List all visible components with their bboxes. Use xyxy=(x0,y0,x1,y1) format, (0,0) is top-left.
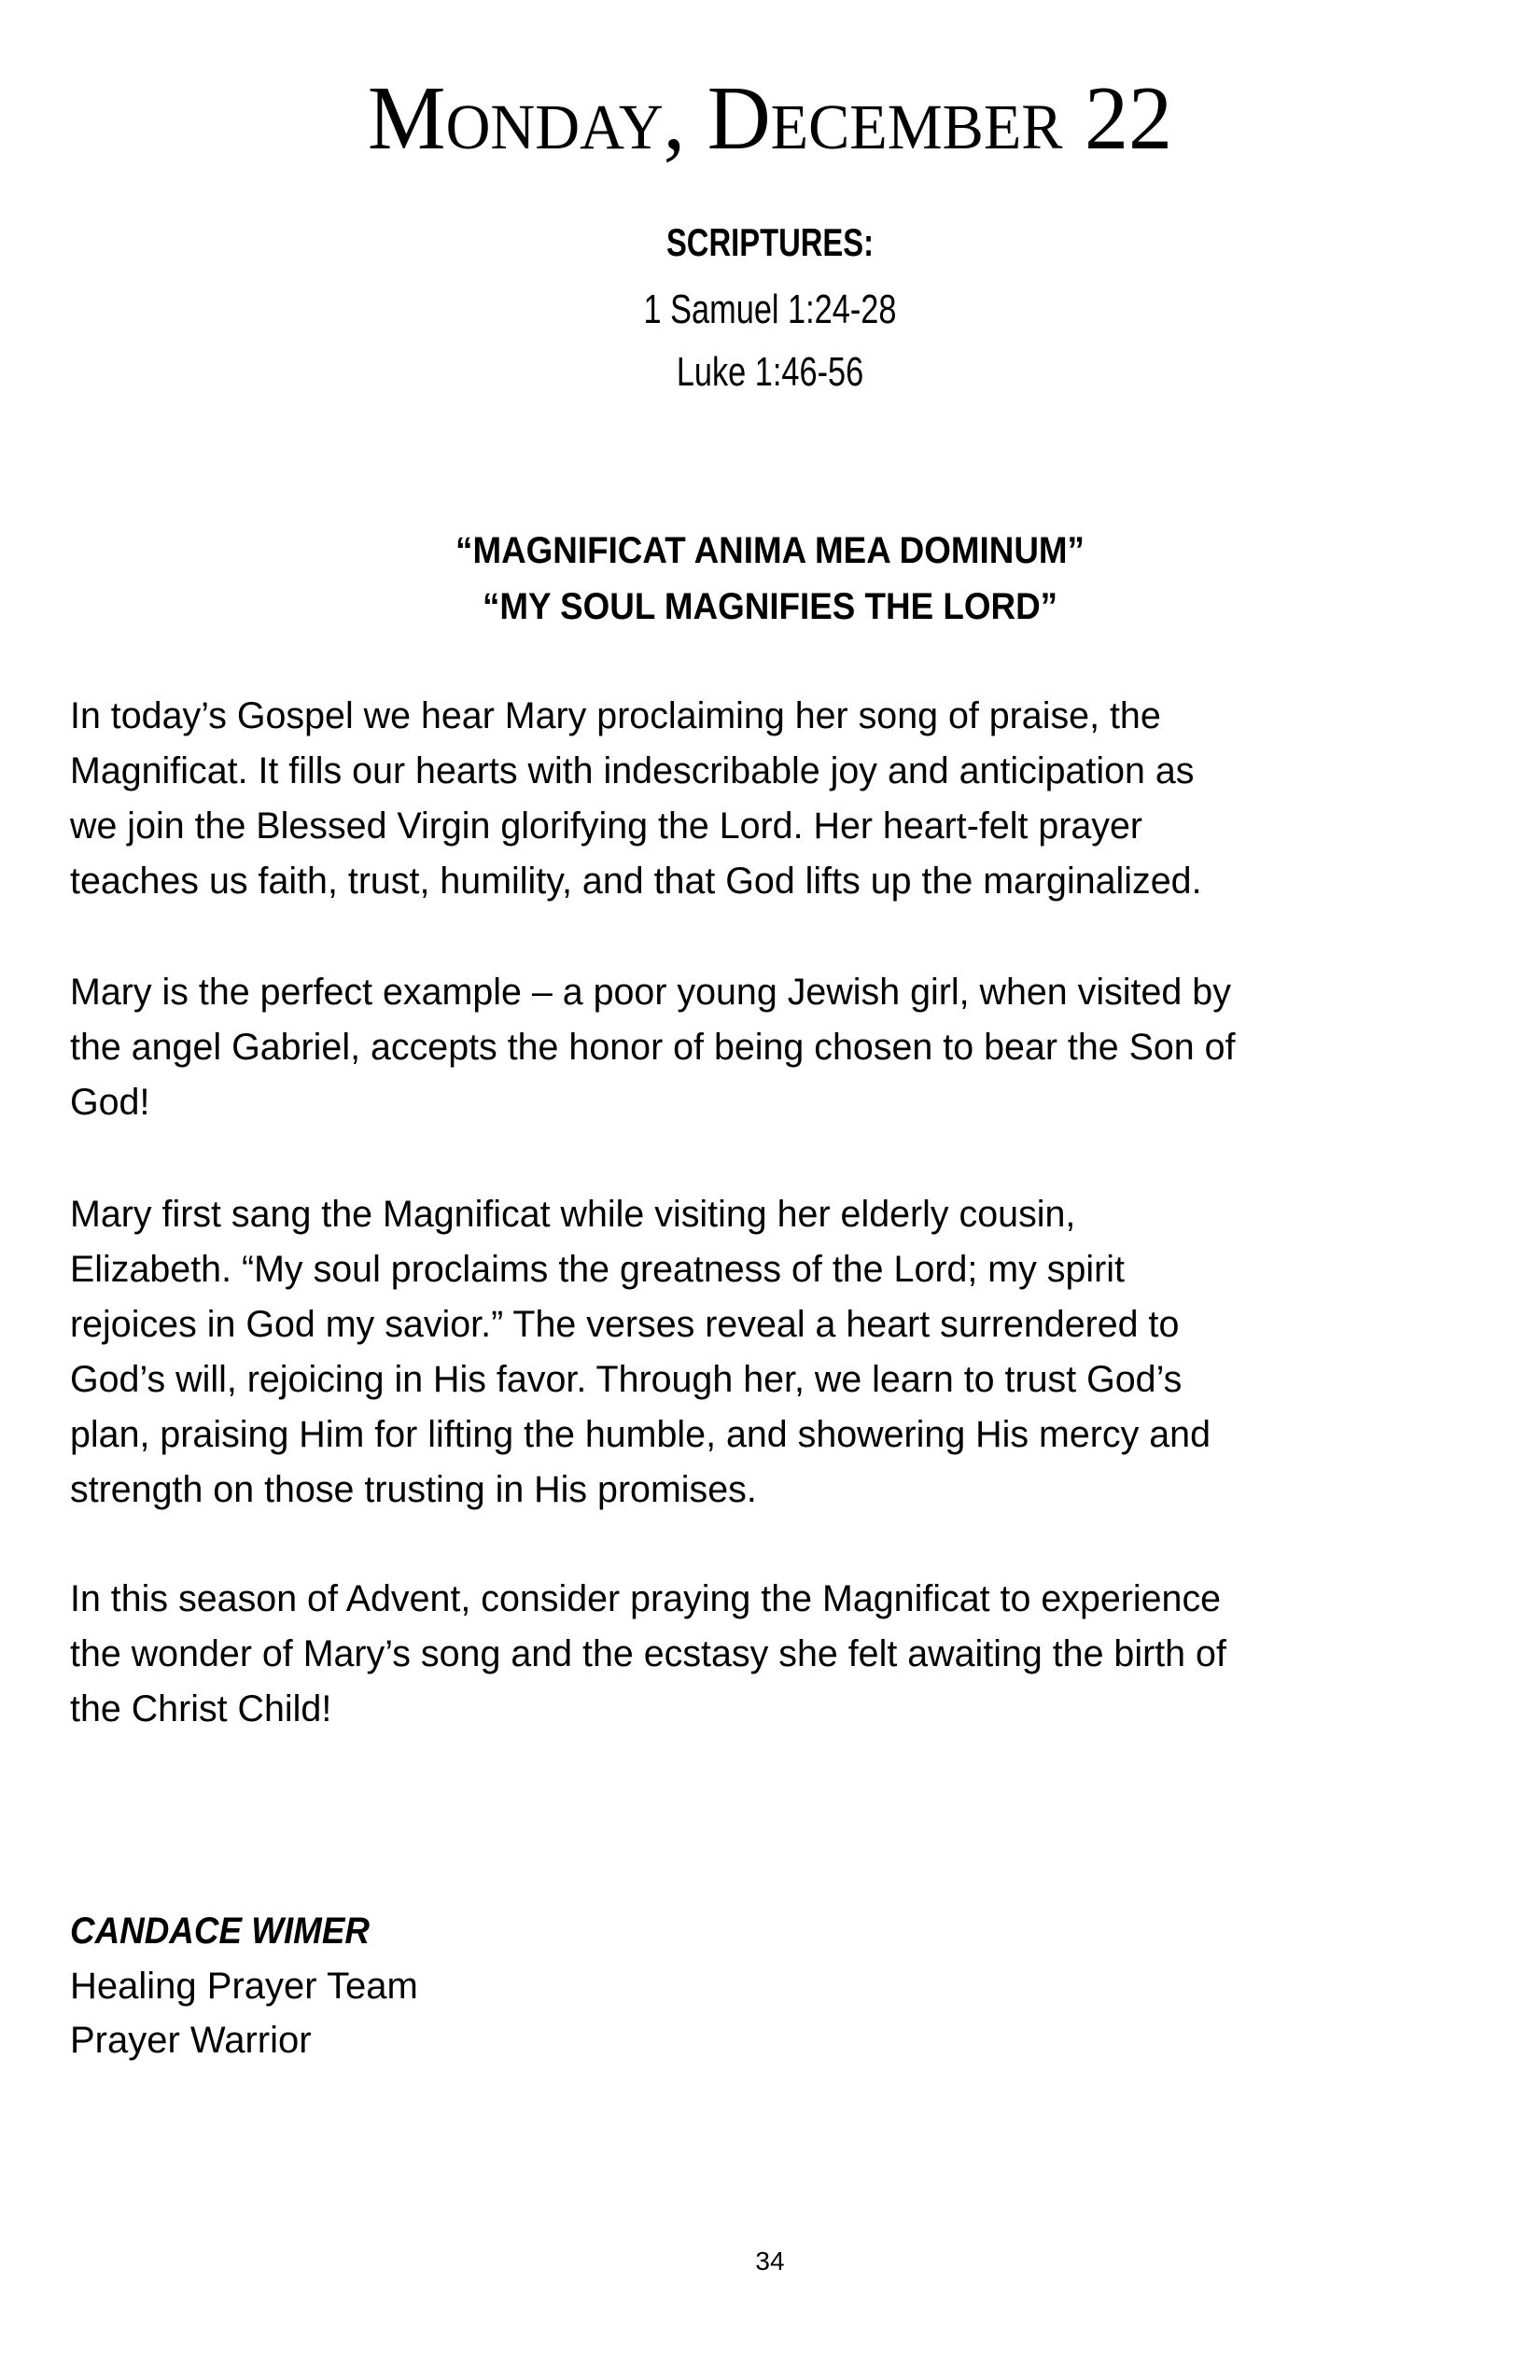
scriptures-label: SCRIPTURES: xyxy=(665,220,875,264)
latin-heading: “MAGNIFICAT ANIMA MEA DOMINUM” xyxy=(455,530,1085,571)
text-line: Mary first sang the Magnificat while visiting her elderly cousin, xyxy=(70,1194,1076,1235)
author-role: Healing Prayer Team xyxy=(70,1966,418,2007)
text-line: God’s will, rejoicing in His favor. Through her, we learn to trust God’s xyxy=(70,1359,1183,1400)
text-line: God! xyxy=(70,1082,150,1123)
text-line: we join the Blessed Virgin glorifying the Lord. Her heart-felt prayer xyxy=(70,805,1143,847)
text-line: Elizabeth. “My soul proclaims the greatness of the Lord; my spirit xyxy=(70,1249,1125,1290)
text-line: the angel Gabriel, accepts the honor of being chosen to bear the Son of xyxy=(70,1027,1236,1068)
author-role: Prayer Warrior xyxy=(70,2020,312,2061)
text-line: plan, praising Him for lifting the humble, and showering His mercy and xyxy=(70,1414,1211,1455)
paragraph-intro xyxy=(70,689,1449,909)
page-title: Monday, December 22 xyxy=(367,68,1173,169)
text-line: teaches us faith, trust, humility, and that God lifts up the marginalized. xyxy=(70,861,1202,902)
paragraph-example xyxy=(70,965,1449,1130)
paragraph-advent xyxy=(70,1572,1449,1737)
paragraph-visitation xyxy=(70,1187,1449,1518)
text-line: rejoices in God my savior.” The verses reveal a heart surrendered to xyxy=(70,1304,1180,1345)
text-line: Magnificat. It fills our hearts with indescribable joy and anticipation as xyxy=(70,750,1195,791)
text-line: the Christ Child! xyxy=(70,1688,332,1729)
page-number: 34 xyxy=(755,2247,785,2275)
text-line: strength on those trusting in His promises. xyxy=(70,1469,757,1510)
author-name: CANDACE WIMER xyxy=(70,1911,370,1952)
text-line: Mary is the perfect example – a poor young Jewish girl, when visited by xyxy=(70,972,1231,1013)
text-line: the wonder of Mary’s song and the ecstasy she felt awaiting the birth of xyxy=(70,1633,1226,1674)
text-line: In this season of Advent, consider praying the Magnificat to experience xyxy=(70,1578,1222,1619)
scripture-reference: 1 Samuel 1:24-28 xyxy=(643,287,897,332)
text-line: In today’s Gospel we hear Mary proclaiming her song of praise, the xyxy=(70,695,1161,736)
scripture-reference: Luke 1:46-56 xyxy=(676,349,864,395)
english-heading: “MY SOUL MAGNIFIES THE LORD” xyxy=(482,586,1058,627)
